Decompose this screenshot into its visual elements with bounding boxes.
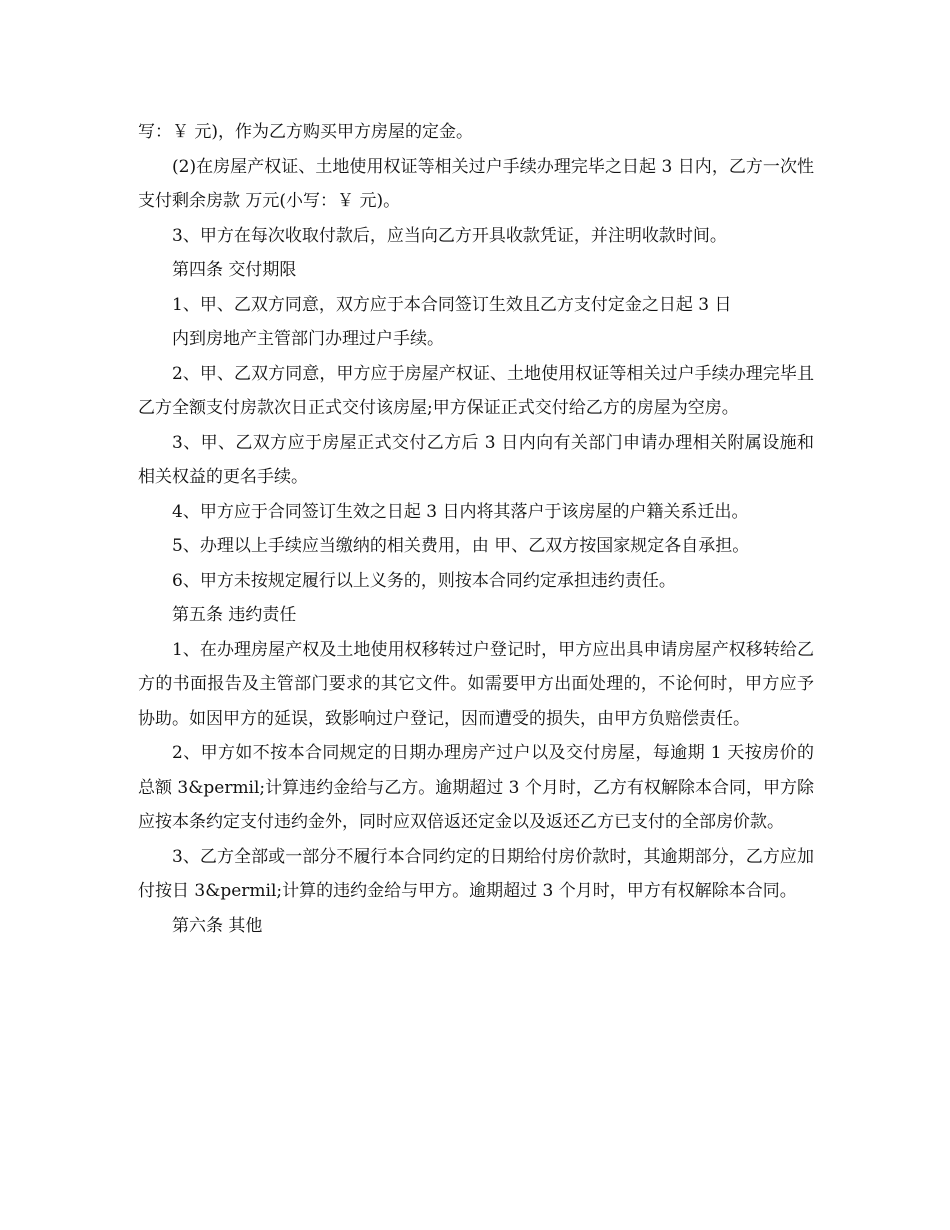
paragraph: 3、乙方全部或一部分不履行本合同约定的日期给付房价款时，其逾期部分，乙方应加付按日 3&permil;计算的违约金给与甲方。逾期超过 3 个月时，甲方有权解除本合同。: [138, 846, 814, 901]
paragraph: 4、甲方应于合同签订生效之日起 3 日内将其落户于该房屋的户籍关系迁出。: [172, 501, 749, 522]
paragraph: 3、甲、乙双方应于房屋正式交付乙方后 3 日内向有关部门申请办理相关附属设施和相关权益的更名手续。: [138, 432, 814, 487]
paragraph: 1、甲、乙双方同意，双方应于本合同签订生效且乙方支付定金之日起 3 日: [172, 294, 732, 315]
paragraph: 内到房地产主管部门办理过户手续。: [172, 329, 444, 349]
section-heading: 第六条 其他: [172, 915, 263, 936]
paragraph: 2、甲方如不按本合同规定的日期办理房产过户以及交付房屋，每逾期 1 天按房价的总额 3&permil;计算违约金给与乙方。逾期超过 3 个月时，乙方有权解除本合同，甲方除应按本条约定支付违约金外，同时应双倍返还定金以及返还乙方已支付的全部房价款。: [138, 743, 814, 832]
section-heading: 第五条 违约责任: [172, 605, 297, 625]
paragraph: 3、甲方在每次收取付款后，应当向乙方开具收款凭证，并注明收款时间。: [172, 225, 727, 246]
paragraph: 6、甲方未按规定履行以上义务的，则按本合同约定承担违约责任。: [172, 570, 676, 591]
paragraph: 写：￥ 元)，作为乙方购买甲方房屋的定金。: [138, 122, 474, 142]
paragraph: 5、办理以上手续应当缴纳的相关费用，由 甲、乙双方按国家规定各自承担。: [172, 536, 750, 556]
section-heading: 第四条 交付期限: [172, 260, 297, 280]
paragraph: 2、甲、乙双方同意，甲方应于房屋产权证、土地使用权证等相关过户手续办理完毕且乙方全额支付房款次日正式交付该房屋;甲方保证正式交付给乙方的房屋为空房。: [138, 363, 814, 418]
paragraph: (2)在房屋产权证、土地使用权证等相关过户手续办理完毕之日起 3 日内，乙方一次性支付剩余房款 万元(小写：￥ 元)。: [138, 156, 814, 211]
paragraph: 1、在办理房屋产权及土地使用权移转过户登记时，甲方应出具申请房屋产权移转给乙方的书面报告及主管部门要求的其它文件。如需要甲方出面处理的，不论何时，甲方应予协助。如因甲方的延误，致影响过户登记，因而遭受的损失，由甲方负赔偿责任。: [138, 639, 814, 729]
document-body: [138, 115, 814, 943]
